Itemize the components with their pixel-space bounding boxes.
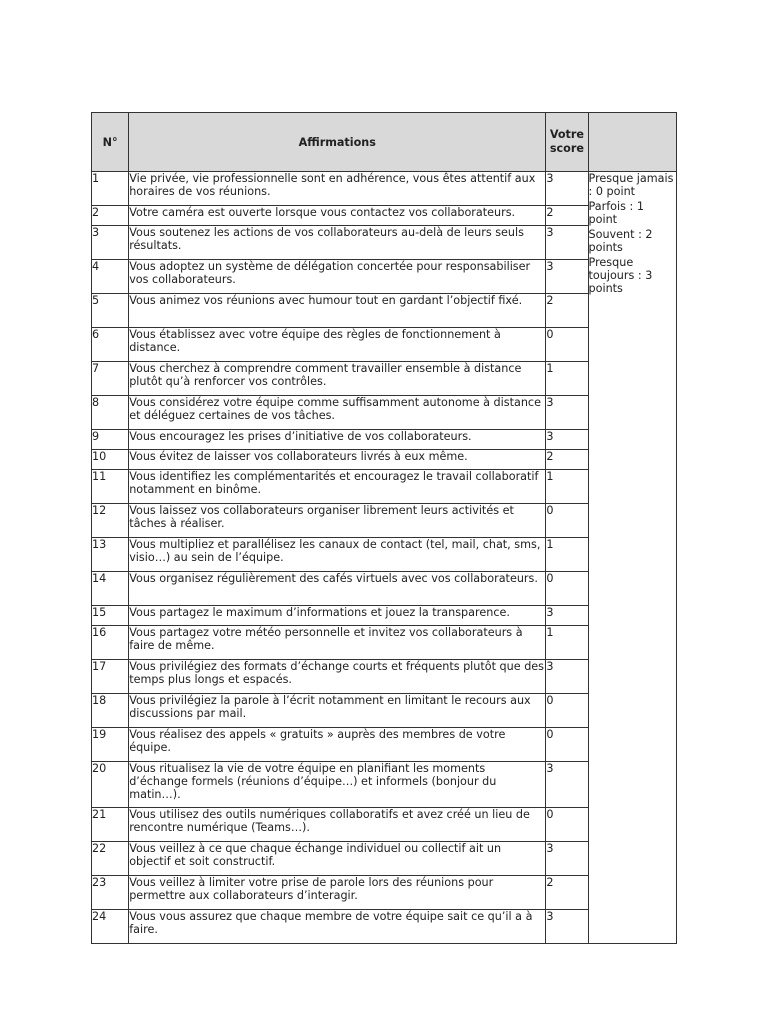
row-affirmation: Vous partagez votre météo personnelle et invitez vos collaborateurs à faire de même. [129, 626, 546, 660]
row-number: 13 [92, 538, 129, 572]
row-number: 4 [92, 260, 129, 294]
row-score: 0 [546, 808, 588, 842]
row-affirmation: Vie privée, vie professionnelle sont en adhérence, vous êtes attentif aux horaires de vos réunions. [129, 172, 546, 206]
row-number: 12 [92, 504, 129, 538]
row-affirmation: Vous veillez à ce que chaque échange individuel ou collectif ait un objectif et soit constructif. [129, 842, 546, 876]
row-number: 15 [92, 606, 129, 626]
row-affirmation: Vous réalisez des appels « gratuits » auprès des membres de votre équipe. [129, 728, 546, 762]
table-body [92, 172, 677, 944]
row-affirmation: Vous considérez votre équipe comme suffisamment autonome à distance et déléguez certaines de vos tâches. [129, 396, 546, 430]
row-number: 24 [92, 910, 129, 944]
row-affirmation: Vous adoptez un système de délégation concertée pour responsabiliser vos collaborateurs. [129, 260, 546, 294]
row-number: 9 [92, 430, 129, 450]
row-number: 14 [92, 572, 129, 606]
row-score: 0 [546, 728, 588, 762]
row-score: 3 [546, 260, 588, 294]
row-affirmation: Vous multipliez et parallélisez les canaux de contact (tel, mail, chat, sms, visio…) au sein de l’équipe. [129, 538, 546, 572]
row-score: 3 [546, 226, 588, 260]
row-affirmation: Vous soutenez les actions de vos collaborateurs au-delà de leurs seuls résultats. [129, 226, 546, 260]
row-score: 0 [546, 328, 588, 362]
row-affirmation: Vous utilisez des outils numériques collaboratifs et avez créé un lieu de rencontre numérique (Teams…). [129, 808, 546, 842]
row-affirmation: Vous ritualisez la vie de votre équipe en planifiant les moments d’échange formels (réunions d’équipe…) et informels (bonjour du matin…). [129, 762, 546, 808]
row-affirmation: Votre caméra est ouverte lorsque vous contactez vos collaborateurs. [129, 206, 546, 226]
row-affirmation: Vous identifiez les complémentarités et encouragez le travail collaboratif notamment en binôme. [129, 470, 546, 504]
row-score: 3 [546, 910, 588, 944]
legend-item: Presque toujours : 3 points [588, 256, 653, 295]
row-affirmation: Vous privilégiez la parole à l’écrit notamment en limitant le recours aux discussions par mail. [129, 694, 546, 728]
row-score: 3 [546, 660, 588, 694]
header-affirmations: Affirmations [129, 113, 546, 172]
row-score: 2 [546, 294, 588, 328]
row-number: 8 [92, 396, 129, 430]
row-affirmation: Vous laissez vos collaborateurs organiser librement leurs activités et tâches à réaliser. [129, 504, 546, 538]
row-score: 2 [546, 876, 588, 910]
legend-item: Souvent : 2 points [588, 228, 653, 254]
row-score: 2 [546, 206, 588, 226]
header-score: Votre score [546, 113, 588, 172]
row-number: 22 [92, 842, 129, 876]
row-number: 11 [92, 470, 129, 504]
legend-item: Presque jamais : 0 point [588, 172, 674, 198]
legend-item: Parfois : 1 point [588, 200, 644, 226]
row-number: 1 [92, 172, 129, 206]
row-number: 16 [92, 626, 129, 660]
scoring-legend [588, 172, 676, 944]
row-number: 7 [92, 362, 129, 396]
header-legend [588, 113, 676, 172]
row-number: 10 [92, 450, 129, 470]
row-affirmation: Vous veillez à limiter votre prise de parole lors des réunions pour permettre aux collaborateurs d’interagir. [129, 876, 546, 910]
row-number: 2 [92, 206, 129, 226]
row-number: 19 [92, 728, 129, 762]
row-affirmation: Vous animez vos réunions avec humour tout en gardant l’objectif fixé. [129, 294, 546, 328]
row-number: 20 [92, 762, 129, 808]
row-score: 1 [546, 470, 588, 504]
row-score: 0 [546, 504, 588, 538]
row-score: 3 [546, 396, 588, 430]
row-score: 3 [546, 430, 588, 450]
row-affirmation: Vous cherchez à comprendre comment travailler ensemble à distance plutôt qu’à renforcer vos contrôles. [129, 362, 546, 396]
row-score: 1 [546, 626, 588, 660]
row-affirmation: Vous évitez de laisser vos collaborateurs livrés à eux même. [129, 450, 546, 470]
row-number: 18 [92, 694, 129, 728]
row-number: 23 [92, 876, 129, 910]
row-number: 5 [92, 294, 129, 328]
score-table [91, 112, 677, 944]
row-score: 2 [546, 450, 588, 470]
table-header-row [92, 113, 677, 172]
row-score: 1 [546, 362, 588, 396]
row-score: 1 [546, 538, 588, 572]
row-number: 6 [92, 328, 129, 362]
row-affirmation: Vous partagez le maximum d’informations et jouez la transparence. [129, 606, 546, 626]
header-number: N° [92, 113, 129, 172]
row-number: 21 [92, 808, 129, 842]
row-score: 3 [546, 842, 588, 876]
row-number: 17 [92, 660, 129, 694]
row-score: 3 [546, 762, 588, 808]
table-row [92, 172, 677, 206]
row-affirmation: Vous vous assurez que chaque membre de votre équipe sait ce qu’il a à faire. [129, 910, 546, 944]
row-score: 3 [546, 172, 588, 206]
row-affirmation: Vous établissez avec votre équipe des règles de fonctionnement à distance. [129, 328, 546, 362]
row-affirmation: Vous organisez régulièrement des cafés virtuels avec vos collaborateurs. [129, 572, 546, 606]
row-affirmation: Vous encouragez les prises d’initiative de vos collaborateurs. [129, 430, 546, 450]
row-score: 3 [546, 606, 588, 626]
row-score: 0 [546, 694, 588, 728]
row-number: 3 [92, 226, 129, 260]
row-score: 0 [546, 572, 588, 606]
row-affirmation: Vous privilégiez des formats d’échange courts et fréquents plutôt que des temps plus longs et espacés. [129, 660, 546, 694]
